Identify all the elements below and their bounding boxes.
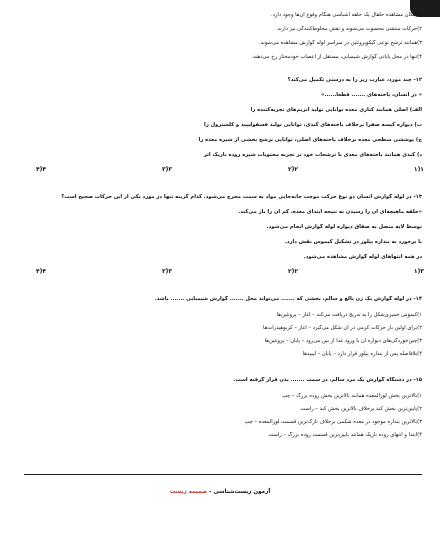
top-item-4: ۴)تنها در محل پایانی گوارش شیمیایی، مستقل از اعصاب خودمختار رخ می‌دهند.: [251, 54, 422, 60]
q12-option-2[interactable]: ۲)۲: [287, 166, 299, 173]
q13-item-2: با برخورد به بنداره پیلور در تشکیل کیموس نقش دارد.: [284, 239, 422, 245]
q15-question: ۱۵- در دستگاه گوارش یک مرد سالم، در سمت ....... بدن قرار گرفته است.: [233, 377, 422, 383]
q15-option-1[interactable]: ۱)بالاترین بخش لوزالمعده همانند بالاترین بخش روده بزرگ – چپ: [282, 393, 422, 399]
q15-option-3[interactable]: ۳)بالاترین بنداره موجود در معده شکمی برخلاف نازک‌ترین قسمت لوزالمعده – چپ: [244, 419, 422, 425]
q13-item-3: در همه انتهاهای لوله گوارش مشاهده می‌شود.: [303, 254, 422, 260]
q14-option-1[interactable]: ۱)کیموس خمیری‌شکل را به تدریج دریافت می‌کند – آغاز – پروتئین‌ها: [276, 312, 422, 318]
q13-option-4[interactable]: ۴)۴: [36, 268, 47, 275]
q13-option-1[interactable]: ۱)۳: [413, 268, 424, 275]
q15-option-2[interactable]: ۲)پایین‌ترین بخش کبد برخلاف بالاترین بخش کبد – راست: [300, 406, 422, 412]
top-item-3: ۳)همانند ترشح نوعی گیکوپروتئین در سراسر لوله گوارش مشاهده می‌شوند.: [259, 40, 422, 46]
q15-option-4[interactable]: ۴)ابتدا و انتهای روده باریک همانند پایین‌ترین قسمت روده بزرگ – راست: [268, 432, 422, 438]
top-item-2: ۲)حرکات منتشی محسوب می‌شوند و نقش مخلوط‌کنندگی نیز دارند.: [275, 26, 422, 32]
q13-option-3[interactable]: ۳)۳: [161, 268, 173, 275]
q12-item-a: الف) اصلی همانند کناری معده توانایی تولید آنزیم‌های تجزیه‌کننده را: [250, 107, 422, 113]
q12-options: [36, 166, 424, 174]
q14-option-4[interactable]: ۴)بلافاصله پس از بنداره پیلور قرار دارد – پایان – لیپیدها: [302, 351, 422, 357]
q13-options: [36, 268, 424, 276]
footer-divider: [24, 474, 422, 475]
q12-option-3[interactable]: ۳)۳: [161, 166, 173, 173]
top-item-1: ۱)امکان مشاهده حلقال یک حلقه اشباسی هنگام وقوع آن‌ها وجود دارد.: [270, 12, 422, 18]
q14-question: ۱۴- در لوله گوارش یک زن بالغ و سالم، بخشی که ....... می‌تواند محل ....... گوارش شیمیایی ....... باشد.: [154, 296, 422, 302]
q13-stem: «حلقه ماهیچه‌ای آن را رسیدن به نتیجه ابتدای معده، کم آن را باز می‌کند.: [238, 209, 422, 215]
q12-stem: « در انسان، یاخته‌های ....... قطعاً......»: [321, 92, 422, 98]
q13-option-2[interactable]: ۲)۲: [287, 268, 299, 275]
q12-item-c: ج) پوششی سطحی معده برخلاف یاخته‌های اصلی، توانایی ترشح بخشی از شیره معده را: [198, 137, 422, 143]
q13-item-1: توسط لایه متصل به صفاق دیواره لوله گوارش انجام می‌شود.: [266, 224, 422, 230]
q12-item-d: د) کیدی همانند یاخته‌های معدی با ترشحات خود بر تجزیه محتویات شیره روده باریک اثر: [203, 152, 422, 158]
footer-label: [0, 489, 440, 495]
footer-highlight: ضمیمه زیست: [169, 489, 208, 495]
q12-option-4[interactable]: ۴)۴: [36, 166, 47, 173]
q14-option-2[interactable]: ۲)برای اولین بار حرکات کرمی در آن شکل می‌گیرد – آغاز – کربوهیدرات‌ها: [263, 325, 422, 331]
q13-question: ۱۳- در لوله گوارش انسان دو نوع حرکت موجب جابه‌جایی مواد به سمت مخرج می‌شود. کدام گزینه تنها در مورد یکی از این حرکات صحیح است؟: [61, 194, 422, 200]
q14-option-3[interactable]: ۳)چین‌خوردگی‌های دیواره آن با ورود غذا از بین می‌رود – پایان – پروتئین‌ها: [264, 338, 422, 344]
q12-item-b: ب) دیواره کیسه صفرا برخلاف یاخته‌های کبدی، توانایی تولید فسفولیپید و کلسترول را: [204, 122, 422, 128]
q12-question: ۱۲- چند مورد، عبارت زیر را به درستی تکمیل می‌کند؟: [287, 77, 422, 83]
footer-prefix: آزمون زیست‌شناسی: [213, 489, 271, 495]
footer-separator: -: [207, 489, 214, 495]
q12-option-1[interactable]: ۱)۱: [413, 166, 424, 173]
